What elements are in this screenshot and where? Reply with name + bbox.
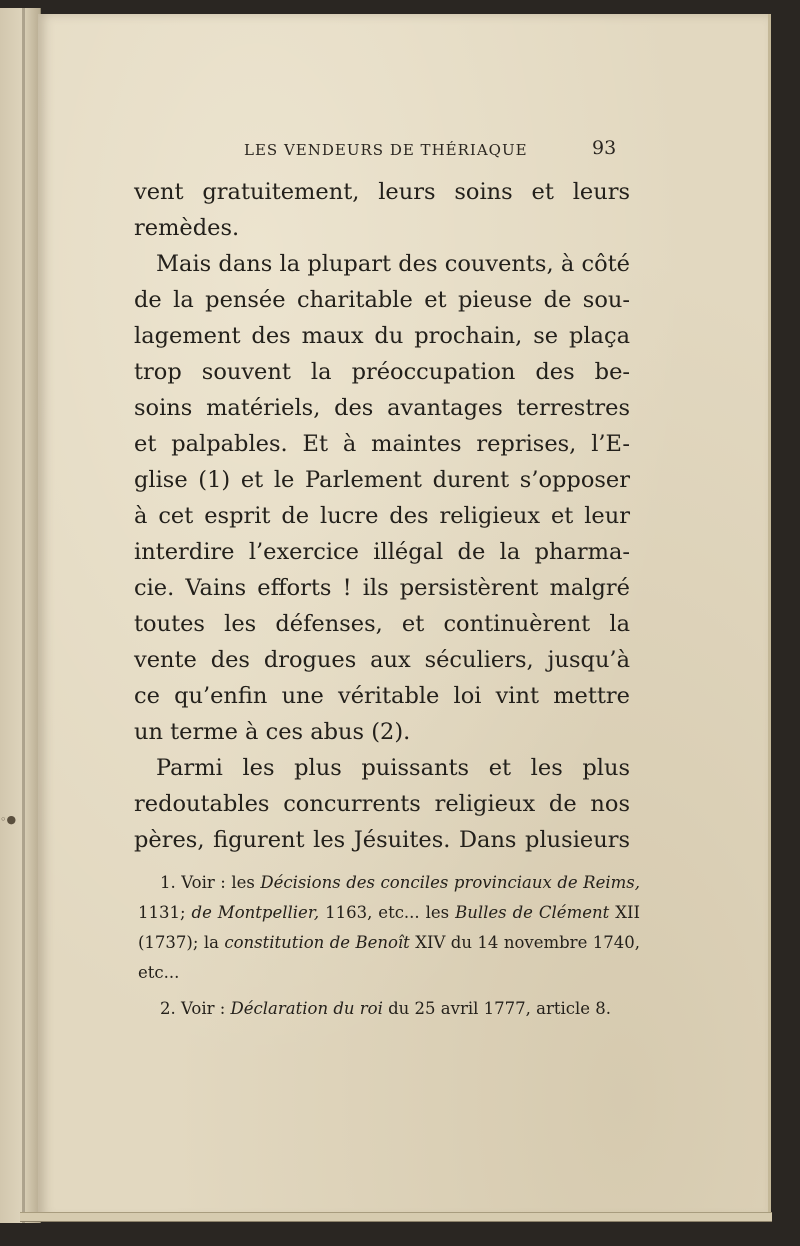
text-line: et palpables. Et à maintes reprises, l’E- [134,431,630,457]
text-line: vente des drogues aux séculiers, jusqu’à [134,647,630,673]
text-line: lagement des maux du prochain, se plaça [134,323,630,349]
previous-page-edge [0,8,41,1223]
text-line: à cet esprit de lucre des religieux et leur [134,503,630,529]
main-text [134,174,630,858]
text-line: un terme à ces abus (2). [134,719,411,745]
binding-gutter [22,8,25,1223]
text-line: pères, figurent les Jésuites. Dans plusieurs [134,827,630,853]
footnote-1-line: 1131; de Montpellier, 1163, etc... les Bulles de Clément XII [138,903,640,922]
text-line: toutes les défenses, et continuèrent la [134,611,630,637]
footnote-2-line: 2. Voir : Déclaration du roi du 25 avril 1777, article 8. [160,999,612,1018]
text-line: Parmi les plus puissants et les plus [156,755,630,781]
page-number: 93 [592,137,617,159]
text-line: Mais dans la plupart des couvents, à côté [156,251,630,277]
running-head: LES VENDEURS DE THÉRIAQUE [244,141,528,159]
text-line: interdire l’exercice illégal de la pharma- [134,539,630,565]
text-line: remèdes. [134,215,240,241]
text-line: ce qu’enfin une véritable loi vint mettre [134,683,630,709]
footnotes [138,868,640,1024]
text-line: trop souvent la préoccupation des be- [134,359,630,385]
text-line: de la pensée charitable et pieuse de sou- [134,287,630,313]
binding-stitch-icon: ◦● [0,813,17,826]
text-line: cie. Vains efforts ! ils persistèrent malgré [134,575,630,601]
footnote-1-line: (1737); la constitution de Benoît XIV du 14 novembre 1740, [138,933,640,952]
footnote-1-line: etc... [138,963,180,982]
text-line: redoutables concurrents religieux de nos [134,791,630,817]
footnote-1-line: 1. Voir : les Décisions des conciles provinciaux de Reims, [160,873,640,892]
text-line: vent gratuitement, leurs soins et leurs [134,179,630,205]
page-bottom-edge [20,1212,772,1222]
text-line: glise (1) et le Parlement durent s’opposer [134,467,630,493]
text-line: soins matériels, des avantages terrestres [134,395,630,421]
